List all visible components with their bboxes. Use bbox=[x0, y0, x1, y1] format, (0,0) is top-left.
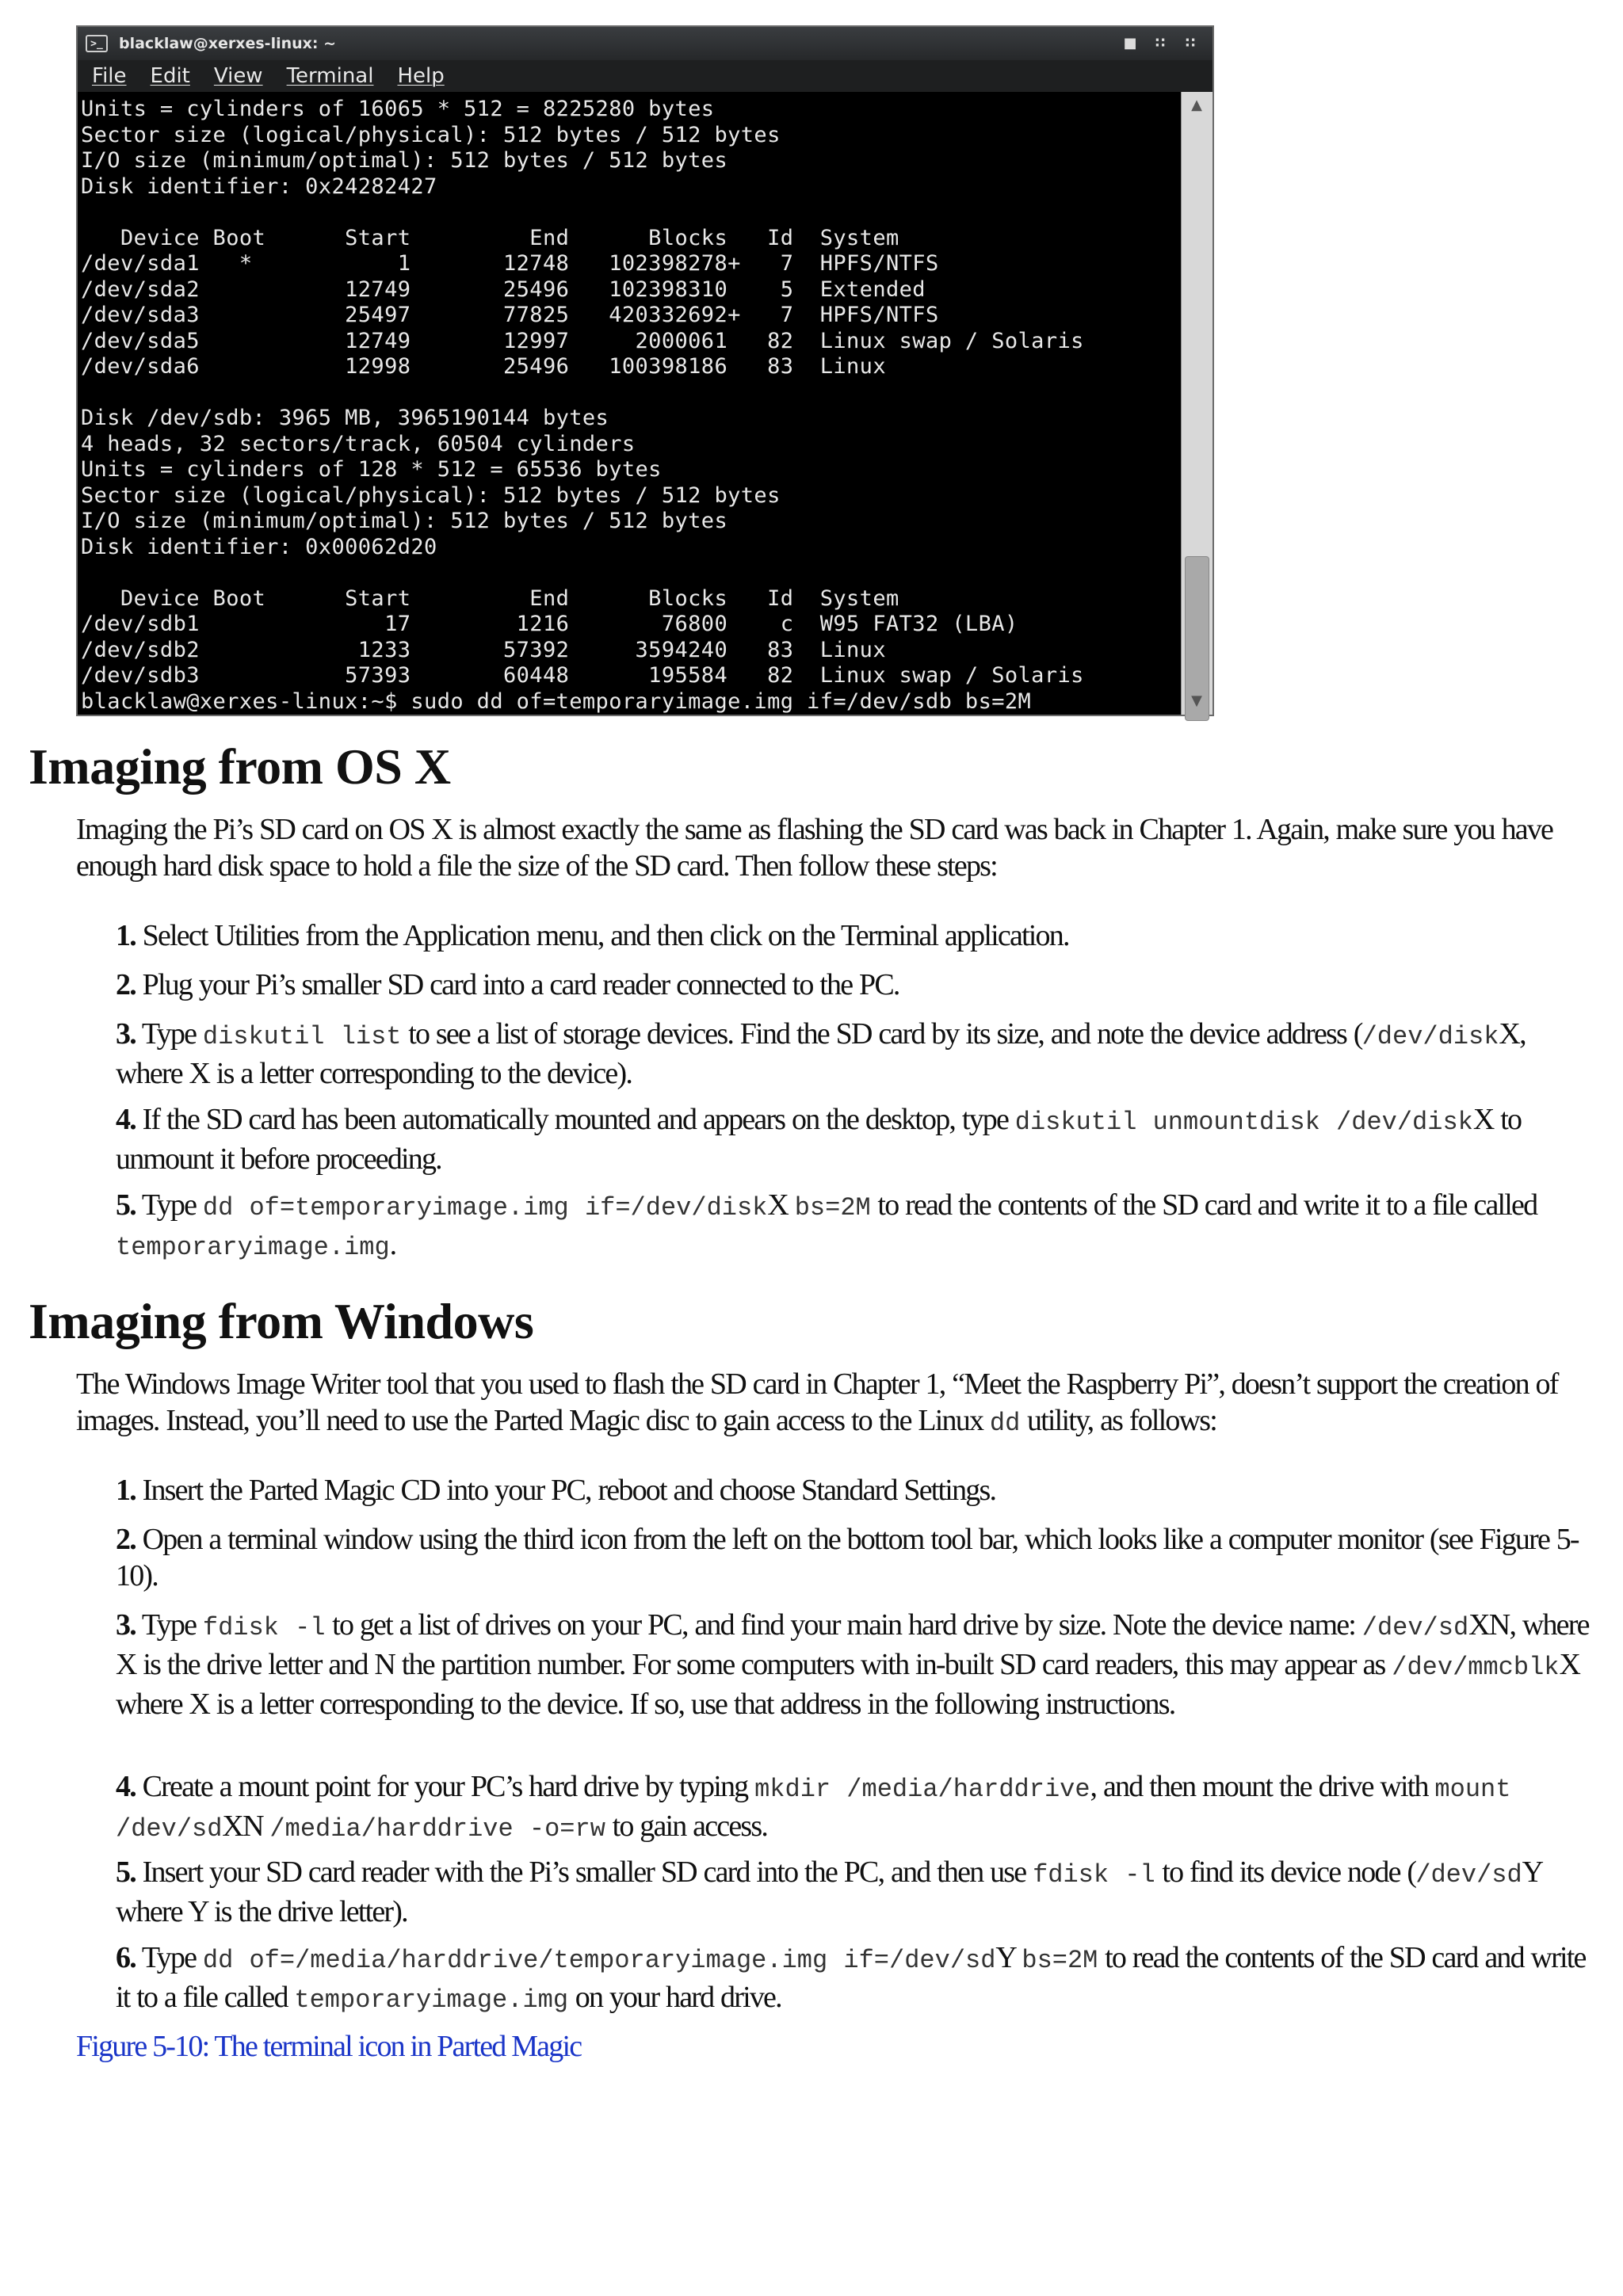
terminal-line: /dev/sda2 12749 25496 102398310 5 Extended bbox=[81, 277, 926, 302]
inline-code: bs=2M bbox=[794, 1193, 871, 1222]
text-run: to gain access. bbox=[605, 1810, 768, 1843]
terminal-line: Disk identifier: 0x00062d20 bbox=[81, 534, 437, 559]
terminal-line: Disk identifier: 0x24282427 bbox=[81, 174, 437, 199]
text-run: The Windows Image Writer tool that you used to flash the SD card in Chapter 1, “Meet the Raspberry Pi”, doesn’t support the creation of images. Instead, you’ll need to use the Parted Magic disc to gain access to the Linux bbox=[76, 1367, 1558, 1437]
inline-code: bs=2M bbox=[1022, 1946, 1098, 1975]
terminal-menubar bbox=[78, 60, 1212, 92]
terminal-line: /dev/sda5 12749 12997 2000061 82 Linux swap / Solaris bbox=[81, 328, 1084, 353]
text-run: Create a mount point for your PC’s hard drive by typing bbox=[142, 1770, 755, 1803]
terminal-line bbox=[81, 200, 1181, 226]
terminal-line: Device Boot Start End Blocks Id System bbox=[81, 225, 899, 250]
terminal-window bbox=[76, 25, 1214, 716]
step-number: 4. bbox=[116, 1770, 136, 1803]
text-run: XN bbox=[222, 1810, 270, 1843]
text-run: to read the contents of the SD card and write it to a file called bbox=[870, 1188, 1537, 1222]
terminal-line: /dev/sdb3 57393 60448 195584 82 Linux swap / Solaris bbox=[81, 663, 1084, 688]
osx-step bbox=[116, 917, 1591, 954]
terminal-line: Device Boot Start End Blocks Id System bbox=[81, 585, 899, 611]
step-number: 5. bbox=[116, 1855, 136, 1889]
text-run: X, where X is a letter corresponding to the device). bbox=[116, 1017, 1526, 1090]
text-run: , and then mount the drive with bbox=[1090, 1770, 1435, 1803]
scroll-up-arrow-icon[interactable]: ▲ bbox=[1191, 97, 1202, 113]
terminal-line: /dev/sda6 12998 25496 100398186 83 Linux bbox=[81, 354, 886, 379]
text-run: to get a list of drives on your PC, and find your main hard drive by size. Note the device name: bbox=[325, 1608, 1362, 1642]
inline-code: mkdir /media/harddrive bbox=[754, 1775, 1090, 1804]
text-run: on your hard drive. bbox=[568, 1981, 781, 2014]
inline-code: temporaryimage.img bbox=[294, 1985, 569, 2015]
text-run: utility, as follows: bbox=[1020, 1404, 1216, 1437]
terminal-line: Disk /dev/sdb: 3965 MB, 3965190144 bytes bbox=[81, 406, 609, 430]
text-run: to see a list of storage devices. Find the SD card by its size, and note the device address ( bbox=[401, 1017, 1362, 1051]
terminal-line: Sector size (logical/physical): 512 bytes / 512 bytes bbox=[81, 122, 781, 147]
text-run: Y bbox=[995, 1941, 1022, 1974]
osx-intro: Imaging the Pi’s SD card on OS X is almost exactly the same as flashing the SD card was back in Chapter 1. Again, make sure you have enough hard disk space to hold a file the size of the SD card. Then follow these steps: bbox=[76, 813, 1553, 883]
text-run: Y where Y is the drive letter). bbox=[116, 1855, 1541, 1928]
windows-intro bbox=[76, 1366, 1590, 1442]
text-run: . bbox=[389, 1228, 396, 1261]
terminal-line: I/O size (minimum/optimal): 512 bytes / 512 bytes bbox=[81, 148, 728, 173]
text-run: to read the contents of the SD card and write it to a file called bbox=[116, 1941, 1586, 2014]
minimize-icon[interactable]: ■ bbox=[1123, 35, 1137, 51]
inline-code: /dev/sd bbox=[1415, 1860, 1522, 1890]
heading-osx: Imaging from OS X bbox=[29, 738, 451, 795]
menu-terminal[interactable]: Terminal bbox=[286, 64, 374, 88]
menu-view[interactable]: View bbox=[213, 64, 263, 88]
inline-code: /dev/mmcblk bbox=[1392, 1653, 1560, 1682]
text-run: Open a terminal window using the third icon from the left on the bottom tool bar, which looks like a computer monitor (see Figure 5-10). bbox=[116, 1523, 1579, 1592]
inline-code: fdisk -l bbox=[202, 1613, 326, 1642]
terminal-line: blacklaw@xerxes-linux:~$ sudo dd of=temporaryimage.img if=/dev/sdb bs=2M bbox=[81, 688, 1032, 714]
inline-code: dd of=/media/harddrive/temporaryimage.img if=/dev/sd bbox=[202, 1946, 996, 1975]
osx-step bbox=[116, 967, 1591, 1003]
terminal-line bbox=[81, 380, 1181, 406]
inline-code: diskutil list bbox=[202, 1022, 402, 1051]
text-run: Insert the Parted Magic CD into your PC, reboot and choose Standard Settings. bbox=[142, 1474, 996, 1507]
terminal-line: /dev/sda1 * 1 12748 102398278+ 7 HPFS/NTFS bbox=[81, 251, 939, 276]
text-run: to find its device node ( bbox=[1155, 1855, 1416, 1889]
menu-help[interactable]: Help bbox=[397, 64, 445, 88]
inline-code: diskutil unmountdisk /dev/disk bbox=[1014, 1108, 1473, 1137]
windows-step bbox=[116, 1939, 1591, 2019]
windows-step bbox=[116, 1472, 1591, 1508]
menu-edit[interactable]: Edit bbox=[150, 64, 190, 88]
step-number: 1. bbox=[116, 919, 136, 952]
terminal-line: I/O size (minimum/optimal): 512 bytes / 512 bytes bbox=[81, 509, 728, 533]
terminal-line: Units = cylinders of 128 * 512 = 65536 bytes bbox=[81, 457, 662, 482]
close-icon[interactable]: ∷ bbox=[1185, 35, 1196, 51]
heading-windows: Imaging from Windows bbox=[29, 1293, 534, 1349]
menu-file[interactable]: File bbox=[92, 64, 127, 88]
step-number: 1. bbox=[116, 1474, 136, 1507]
step-number: 4. bbox=[116, 1103, 136, 1136]
inline-code: /media/harddrive -o=rw bbox=[269, 1814, 605, 1844]
text-run: X bbox=[767, 1188, 795, 1222]
osx-step bbox=[116, 1187, 1591, 1266]
terminal-line: /dev/sda3 25497 77825 420332692+ 7 HPFS/NTFS bbox=[81, 303, 939, 327]
terminal-title: blacklaw@xerxes-linux: ~ bbox=[119, 35, 337, 52]
text-run: X where X is a letter corresponding to the device. If so, use that address in the following instructions. bbox=[116, 1648, 1580, 1721]
step-number: 2. bbox=[116, 968, 136, 1001]
windows-step bbox=[116, 1607, 1591, 1722]
terminal-app-icon: >_ bbox=[86, 35, 108, 52]
step-number: 3. bbox=[116, 1017, 136, 1051]
text-run: Type bbox=[141, 1608, 203, 1642]
inline-code: dd bbox=[989, 1409, 1021, 1438]
terminal-line: /dev/sdb2 1233 57392 3594240 83 Linux bbox=[81, 637, 886, 662]
terminal-titlebar bbox=[78, 27, 1212, 60]
step-number: 5. bbox=[116, 1188, 136, 1222]
maximize-icon[interactable]: ∷ bbox=[1155, 35, 1166, 51]
osx-step bbox=[116, 1016, 1591, 1092]
terminal-line: /dev/sdb1 17 1216 76800 c W95 FAT32 (LBA) bbox=[81, 612, 1018, 636]
windows-step bbox=[116, 1521, 1591, 1594]
inline-code: /dev/sd bbox=[1361, 1613, 1469, 1642]
inline-code: temporaryimage.img bbox=[116, 1233, 390, 1262]
terminal-line: 4 heads, 32 sectors/track, 60504 cylinders bbox=[81, 431, 636, 456]
text-run: Insert your SD card reader with the Pi’s smaller SD card into the PC, and then use bbox=[142, 1855, 1033, 1889]
text-run: If the SD card has been automatically mounted and appears on the desktop, type bbox=[142, 1103, 1015, 1136]
text-run: Type bbox=[141, 1941, 203, 1974]
terminal-line bbox=[81, 560, 1181, 586]
windows-step bbox=[116, 1854, 1591, 1930]
inline-code: mount /dev/sd bbox=[116, 1775, 1511, 1844]
text-run: Plug your Pi’s smaller SD card into a card reader connected to the PC. bbox=[142, 968, 899, 1001]
figure-caption: Figure 5-10: The terminal icon in Parted Magic bbox=[76, 2030, 582, 2063]
text-run: XN, where X is the drive letter and N the partition number. For some computers with in-built SD card readers, this may appear as bbox=[116, 1608, 1589, 1681]
terminal-line: Units = cylinders of 16065 * 512 = 8225280 bytes bbox=[81, 97, 715, 121]
text-run: Type bbox=[141, 1188, 203, 1222]
windows-step bbox=[116, 1768, 1591, 1848]
text-run: Select Utilities from the Application menu, and then click on the Terminal application. bbox=[142, 919, 1069, 952]
step-number: 6. bbox=[116, 1941, 136, 1974]
text-run: X to unmount it before proceeding. bbox=[116, 1103, 1522, 1176]
inline-code: dd of=temporaryimage.img if=/dev/disk bbox=[202, 1193, 768, 1222]
inline-code: /dev/disk bbox=[1361, 1022, 1499, 1051]
step-number: 2. bbox=[116, 1523, 136, 1556]
terminal-output[interactable] bbox=[78, 92, 1181, 715]
step-number: 3. bbox=[116, 1608, 136, 1642]
inline-code: fdisk -l bbox=[1033, 1860, 1155, 1890]
text-run: Type bbox=[141, 1017, 203, 1051]
osx-step bbox=[116, 1101, 1591, 1177]
scroll-down-arrow-icon[interactable]: ▼ bbox=[1191, 692, 1202, 709]
terminal-line: Sector size (logical/physical): 512 bytes / 512 bytes bbox=[81, 482, 781, 508]
terminal-scrollbar[interactable] bbox=[1181, 92, 1212, 715]
